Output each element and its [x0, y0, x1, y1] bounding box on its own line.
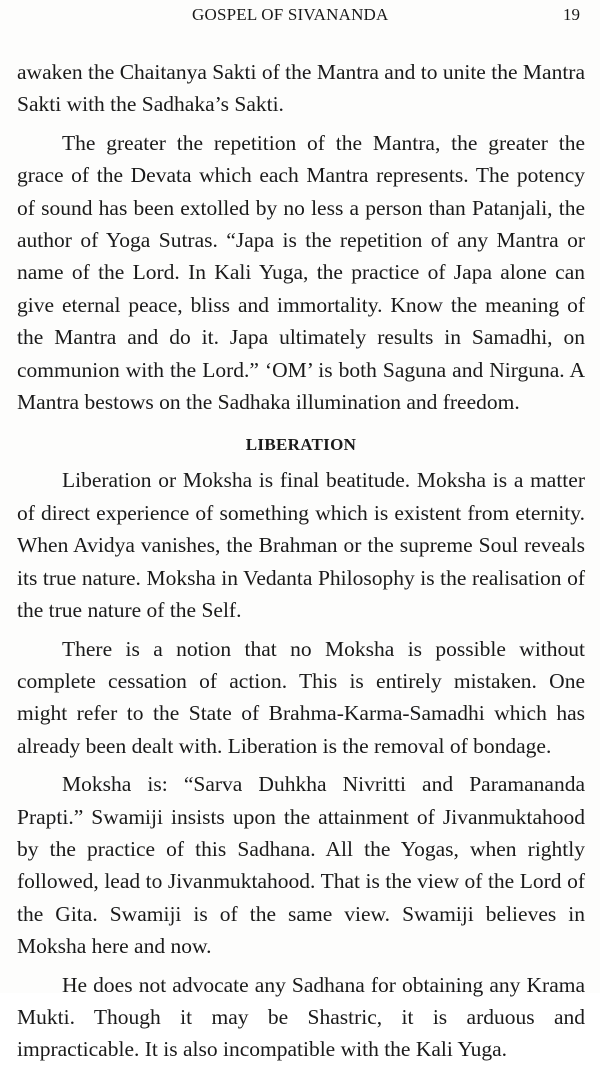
page-number: 19 — [563, 5, 580, 24]
paragraph-continued: awaken the Chaitanya Sakti of the Mantra and to unite the Mantra Sakti with the Sadhaka’s Sakti. — [17, 60, 585, 117]
page-body — [17, 56, 585, 1066]
section-heading-liberation: LIBERATION — [245, 435, 357, 455]
running-header — [0, 5, 600, 29]
paragraph-liberation-definition: Liberation or Moksha is final beatitude. Moksha is a matter of direct experience of something which is existent from eternity. When Avidya vanishes, the Brahman or the supreme Soul reveals its true nature. Moksha in Vedanta Philosophy is the realisation of the true nature of the Self. — [17, 468, 585, 623]
paragraph-krama-mukti: He does not advocate any Sadhana for obtaining any Krama Mukti. Though it may be Shastric, it is arduous and impracticable. It is also incompatible with the Kali Yuga. — [17, 972, 585, 1062]
paragraph-mantra-repetition: The greater the repetition of the Mantra, the greater the grace of the Devata which each Mantra represents. The potency of sound has been extolled by no less a person than Patanjali, the author of Yoga Sutras. “Japa is the repetition of any Mantra or name of the Lord. In Kali Yuga, the practice of Japa alone can give eternal peace, bliss and immortality. Know the meaning of the Mantra and do it. Japa ultimately results in Samadhi, on communion with the Lord.” ‘OM’ is both Saguna and Nirguna. A Mantra bestows on the Sadhaka illumination and freedom. — [17, 130, 585, 415]
paragraph-jivanmuktahood: Moksha is: “Sarva Duhkha Nivritti and Paramananda Prapti.” Swamiji insists upon the attainment of Jivanmuktahood by the practice of this Sadhana. All the Yogas, when rightly followed, lead to Jivanmuktahood. That is the view of the Lord of the Gita. Swamiji is of the same view. Swamiji believes in Moksha here and now. — [17, 772, 585, 959]
paragraph-cessation-of-action: There is a notion that no Moksha is possible without complete cessation of action. This is entirely mistaken. One might refer to the State of Brahma-Karma-Samadhi which has already been dealt with. Liberation is the removal of bondage. — [17, 636, 585, 758]
book-title: GOSPEL OF SIVANANDA — [192, 5, 389, 24]
